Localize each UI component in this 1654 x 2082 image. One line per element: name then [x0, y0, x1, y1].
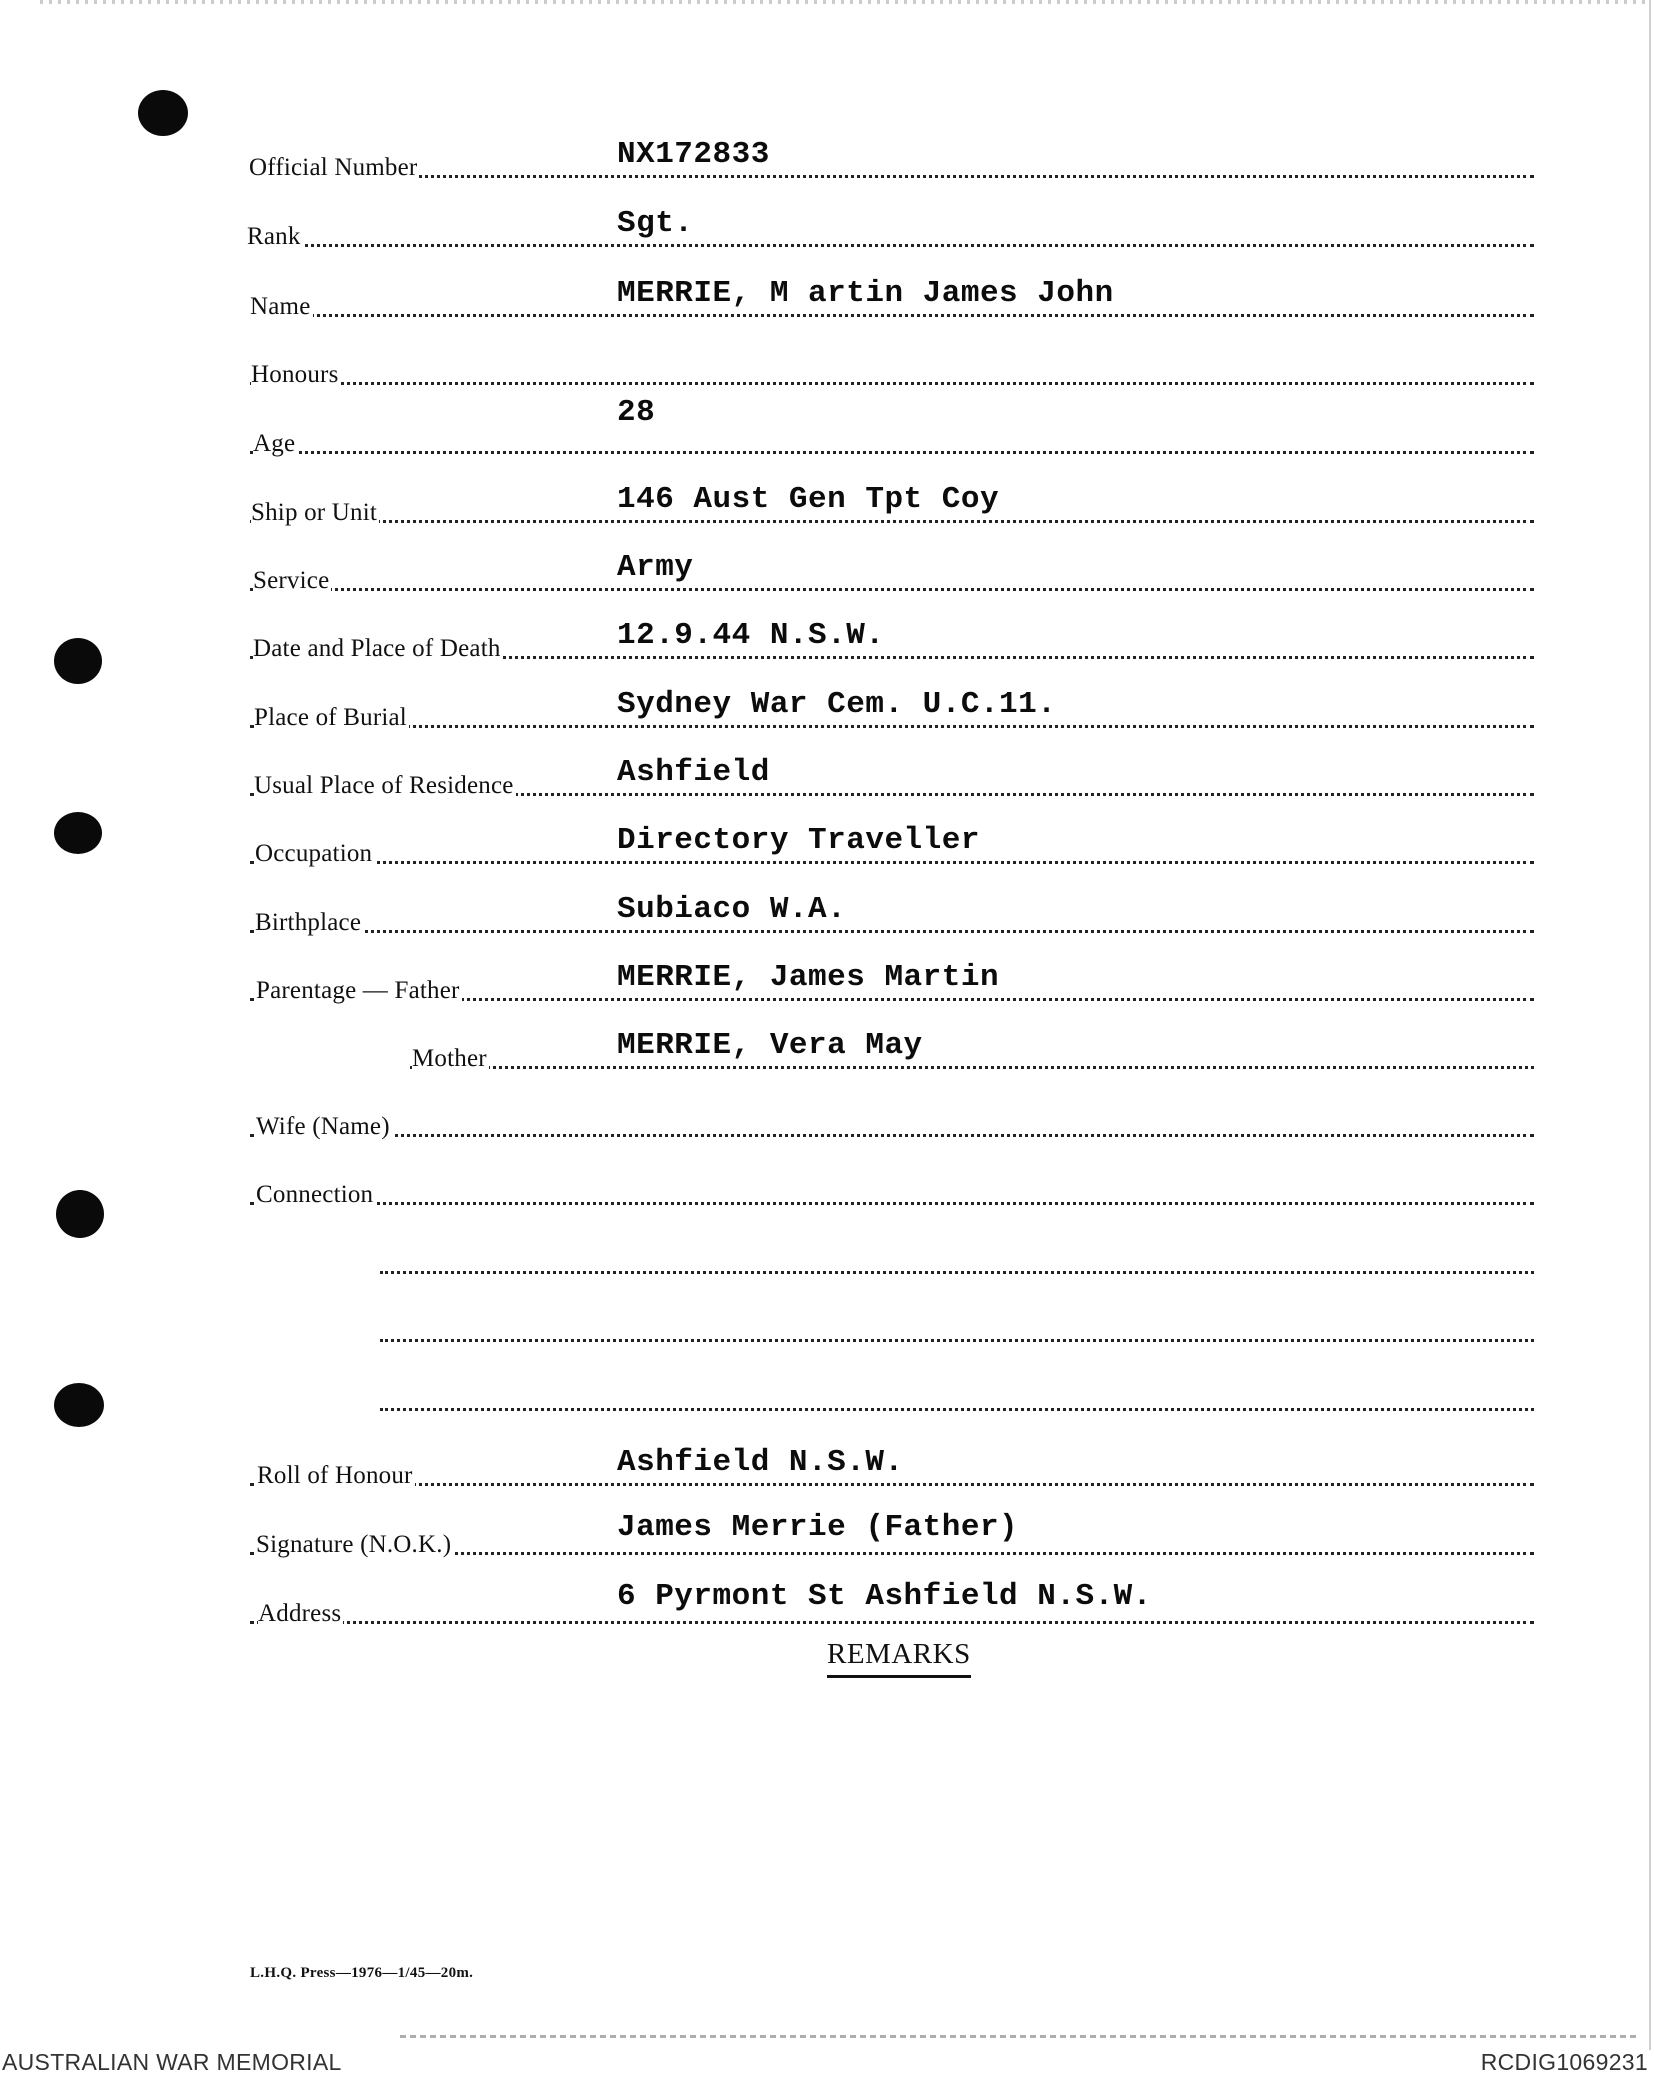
value-roll-of-honour: Ashfield N.S.W.	[617, 1445, 904, 1480]
value-ship-or-unit: 146 Aust Gen Tpt Coy	[617, 482, 1000, 517]
form-row-mother	[0, 1025, 1654, 1085]
form-row-wife	[0, 1093, 1654, 1153]
dotted-leader	[250, 314, 1534, 317]
label-rank: Rank	[247, 223, 301, 250]
footer-record-id: RCDIG1069231	[1480, 2049, 1648, 2075]
dotted-leader	[250, 588, 1534, 591]
dotted-leader	[250, 1202, 1534, 1205]
label-wife: Wife (Name)	[256, 1113, 390, 1140]
label-connection: Connection	[256, 1181, 374, 1208]
label-place-of-burial: Place of Burial	[254, 704, 407, 731]
label-date-place-of-death: Date and Place of Death	[253, 635, 501, 662]
label-service: Service	[253, 567, 330, 594]
label-usual-residence: Usual Place of Residence	[254, 772, 514, 799]
value-date-place-of-death: 12.9.44 N.S.W.	[617, 618, 885, 653]
form-row-connection-cont-2	[0, 1298, 1654, 1358]
value-age: 28	[617, 395, 656, 430]
form-row-place-of-burial	[0, 684, 1654, 744]
label-mother: Mother	[412, 1045, 487, 1072]
value-address: 6 Pyrmont St Ashfield N.S.W.	[617, 1579, 1152, 1614]
footer-archive-name: AUSTRALIAN WAR MEMORIAL	[2, 2049, 342, 2075]
dotted-leader	[250, 1134, 1534, 1137]
value-rank: Sgt.	[617, 206, 694, 241]
value-service: Army	[617, 550, 694, 585]
dotted-leader	[250, 1483, 1534, 1486]
label-signature: Signature (N.O.K.)	[256, 1531, 452, 1558]
value-signature: James Merrie (Father)	[617, 1510, 1019, 1545]
page-edge-top	[40, 0, 1650, 4]
dotted-leader	[250, 725, 1534, 728]
form-row-father	[0, 957, 1654, 1017]
form-row-birthplace	[0, 889, 1654, 949]
label-name: Name	[250, 293, 311, 320]
label-age: Age	[253, 430, 296, 457]
value-occupation: Directory Traveller	[617, 823, 980, 858]
label-occupation: Occupation	[255, 840, 373, 867]
form-row-name	[0, 273, 1654, 333]
dotted-leader	[410, 1066, 1534, 1069]
dotted-leader	[380, 1271, 1534, 1274]
dotted-leader	[250, 451, 1534, 454]
dotted-leader	[380, 1408, 1534, 1411]
printer-note: L.H.Q. Press—1976—1/45—20m.	[250, 1965, 474, 1981]
label-official-number: Official Number	[249, 154, 418, 181]
form-row-connection-cont-3	[0, 1367, 1654, 1427]
dotted-leader	[250, 1621, 1534, 1624]
label-ship-or-unit: Ship or Unit	[251, 499, 378, 526]
form-row-connection-cont-1	[0, 1230, 1654, 1290]
form-row-rank	[0, 203, 1654, 263]
dotted-leader	[250, 382, 1534, 385]
label-address: Address	[258, 1600, 342, 1627]
value-mother: MERRIE, Vera May	[617, 1028, 923, 1063]
form-row-roll-of-honour	[0, 1442, 1654, 1502]
punch-hole	[138, 90, 188, 136]
value-official-number: NX172833	[617, 137, 770, 172]
dotted-leader	[250, 861, 1534, 864]
dotted-leader	[250, 930, 1534, 933]
form-row-official-number	[0, 134, 1654, 194]
label-father: Parentage — Father	[256, 977, 460, 1004]
dotted-leader	[250, 175, 1534, 178]
form-row-honours	[0, 341, 1654, 401]
value-name: MERRIE, M artin James John	[617, 276, 1114, 311]
remarks-heading: REMARKS	[827, 1640, 971, 1678]
page-edge-bottom	[400, 2035, 1640, 2038]
form-row-service	[0, 547, 1654, 607]
form-row-occupation	[0, 820, 1654, 880]
value-place-of-burial: Sydney War Cem. U.C.11.	[617, 687, 1057, 722]
dotted-leader	[380, 1339, 1534, 1342]
form-row-connection	[0, 1161, 1654, 1221]
form-row-age	[0, 395, 1654, 470]
form-row-date-place-of-death	[0, 615, 1654, 675]
form-row-ship-or-unit	[0, 479, 1654, 539]
form-row-signature	[0, 1511, 1654, 1571]
label-birthplace: Birthplace	[255, 909, 362, 936]
dotted-leader	[250, 244, 1534, 247]
form-row-usual-residence	[0, 752, 1654, 812]
form-row-address	[0, 1580, 1654, 1640]
dotted-leader	[250, 520, 1534, 523]
label-roll-of-honour: Roll of Honour	[257, 1462, 413, 1489]
label-honours: Honours	[251, 361, 339, 388]
value-usual-residence: Ashfield	[617, 755, 770, 790]
value-birthplace: Subiaco W.A.	[617, 892, 847, 927]
value-father: MERRIE, James Martin	[617, 960, 1000, 995]
